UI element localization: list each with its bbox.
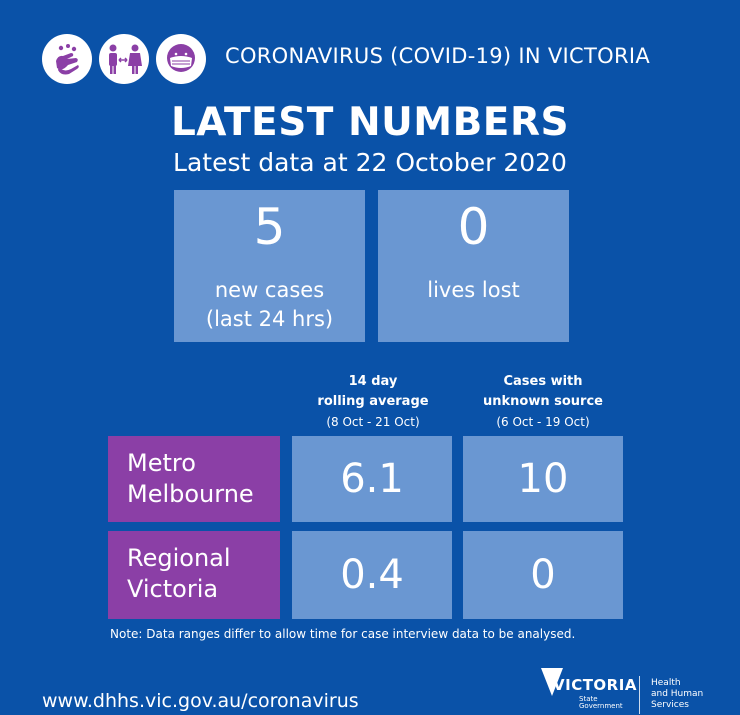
department-name-line2: and Human [651,689,704,699]
department-name-line3: Services [651,700,689,710]
physical-distancing-icon [99,34,149,84]
stat-label [174,276,365,334]
stat-label-line2: (last 24 hrs) [205,307,334,331]
logo-divider [639,676,640,714]
department-name-line1: Health [651,678,681,688]
column-header-line2: unknown source [483,394,603,409]
region-label-line2: Victoria [127,575,219,603]
stat-value: 5 [253,198,286,256]
column-header-range: (6 Oct - 19 Oct) [496,415,590,429]
region-label-line1: Regional [127,544,231,572]
website-link[interactable]: www.dhhs.vic.gov.au/coronavirus [42,690,359,712]
stat-label-line1: new cases [214,278,325,302]
logo-subtext-line1: State [579,695,598,703]
victoria-government-logo [541,668,721,714]
table-cell-rolling-average: 6.1 [292,436,452,522]
stat-value: 0 [457,198,490,256]
table-cell-rolling-average: 0.4 [292,531,452,619]
page-title: LATEST NUMBERS [170,100,570,145]
department-name [651,678,703,711]
face-mask-icon [156,34,206,84]
logo-subtext [579,696,623,710]
header-title: CORONAVIRUS (COVID-19) IN VICTORIA [225,44,650,68]
column-header-unknown-source [443,372,643,432]
table-cell-unknown-source: 0 [463,531,623,619]
stat-box-new-cases [174,190,365,342]
handwashing-icon [42,34,92,84]
stat-label-line1: lives lost [427,278,520,302]
region-label-line2: Melbourne [127,480,254,508]
logo-wordmark: VICTORIA [553,676,637,694]
column-header-line2: rolling average [317,394,429,409]
footnote: Note: Data ranges differ to allow time for case interview data to be analysed. [110,627,576,641]
stat-label [378,276,569,305]
logo-subtext-line2: Government [579,702,623,710]
region-label-metro-melbourne [108,436,280,522]
region-label-line1: Metro [127,449,196,477]
column-header-line1: 14 day [348,374,398,389]
stat-box-lives-lost [378,190,569,342]
region-label-regional-victoria [108,531,280,619]
table-cell-unknown-source: 10 [463,436,623,522]
page-subtitle: Latest data at 22 October 2020 [173,148,567,177]
column-header-line1: Cases with [503,374,583,389]
column-header-range: (8 Oct - 21 Oct) [326,415,420,429]
